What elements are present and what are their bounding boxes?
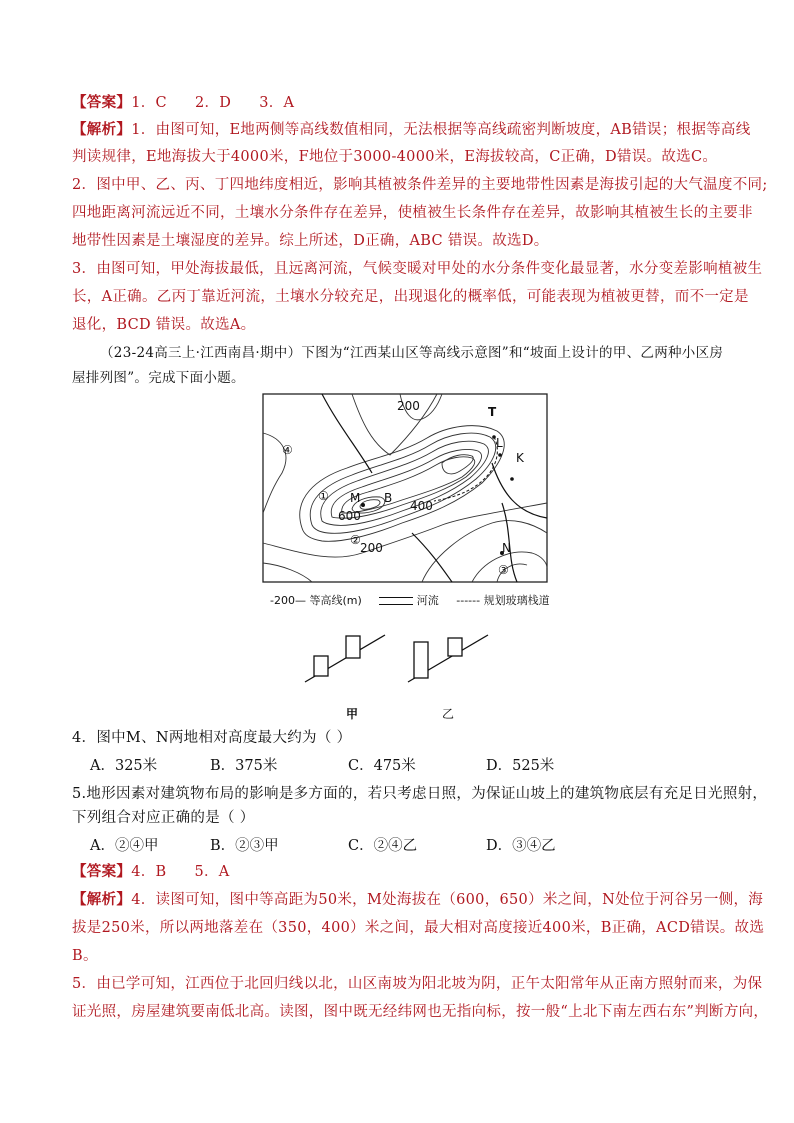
label-b: B [384, 491, 393, 505]
answer-item: 3．A [259, 95, 295, 111]
house-jia-2 [346, 636, 360, 658]
label-site-1: ① [318, 489, 329, 503]
answer-item: 5．A [194, 864, 230, 880]
label-site-4: ④ [282, 443, 293, 457]
house-yi-2 [448, 638, 462, 656]
river-legend-icon [379, 597, 413, 605]
legend-road: ------ 规划玻璃栈道 [456, 594, 550, 607]
label-yi: 乙 [442, 707, 455, 721]
option-a: A．②④甲 [90, 838, 159, 854]
contour-map [262, 393, 548, 583]
analysis-line [72, 890, 764, 910]
question-4-stem: 4．图中M、N两地相对高度最大约为（ ） [72, 730, 352, 746]
house-yi-1 [414, 642, 428, 678]
label-site-3: ③ [498, 563, 509, 577]
analysis-text: 4．读图可知，图中等高距为50米，M处海拔在（600，650）米之间，N处位于河谷另一侧，海 [131, 892, 764, 908]
option-c: C．475米 [348, 758, 416, 774]
label-site-2: ② [350, 533, 361, 547]
option-b: B．②③甲 [210, 838, 279, 854]
legend-contour: -200— 等高线(m) [270, 594, 362, 607]
analysis-text: B。 [72, 948, 98, 964]
option-a: A．325米 [90, 758, 158, 774]
contour-label: 200 [397, 399, 420, 413]
analysis-text: 1．由图可知，E地两侧等高线数值相同，无法根据等高线疏密判断坡度，AB错误；根据等高线 [131, 122, 751, 138]
contour-label: 600 [338, 509, 361, 523]
house-diagrams [300, 630, 500, 690]
label-t: T [488, 405, 497, 419]
label-n: N [502, 541, 511, 555]
label-jia: 甲 [346, 707, 359, 721]
option-b: B．375米 [210, 758, 278, 774]
analysis-text: 拔是250米，所以两地落差在（350，400）米之间，最大相对高度接近400米，B正确，ACD错误。故选 [72, 920, 765, 936]
analysis-text: 5．由已学可知，江西位于北回归线以北，山区南坡为阳北坡为阴，正午太阳常年从正南方照射而来，为保 [72, 976, 763, 992]
analysis-text: 地带性因素是土壤湿度的差异。综上所述，D正确，ABC 错误。故选D。 [72, 233, 549, 249]
analysis-tag: 【解析】 [72, 121, 132, 138]
legend-river: 河流 [416, 594, 439, 607]
question-5-stem: 下列组合对应正确的是（ ） [72, 810, 255, 826]
analysis-text: 四地距离河流远近不同，土壤水分条件存在差异，使植被生长条件存在差异，故影响其植被生长的主要非 [72, 205, 753, 221]
label-l: L [496, 436, 503, 450]
label-m: M [350, 491, 361, 505]
analysis-text: 判读规律，E地海拔大于4000米，F地位于3000-4000米，E海拔较高，C正确，D错误。故选C。 [72, 149, 718, 165]
analysis-text: 长，A正确。乙丙丁靠近河流，土壤水分较充足，出现退化的概率低，可能表现为植被更替，而不一定是 [72, 289, 749, 305]
analysis-text: 2．图中甲、乙、丙、丁四地纬度相近，影响其植被条件差异的主要地带性因素是海拔引起的大气温度不同; [72, 177, 768, 193]
answer-item: 2．D [194, 95, 232, 111]
analysis-text: 证光照，房屋建筑要南低北高。读图，图中既无经纬网也无指向标，按一般“上北下南左西右东”判断方向， [72, 1004, 769, 1020]
answer-line-2 [72, 862, 732, 882]
house-jia-1 [314, 656, 328, 676]
contour-label: 200 [360, 541, 383, 555]
question-intro: 屋排列图”。完成下面小题。 [72, 370, 245, 386]
option-c: C．②④乙 [348, 838, 418, 854]
analysis-tag: 【解析】 [72, 891, 132, 908]
point-l [498, 453, 502, 457]
point-k [510, 477, 514, 481]
label-k: K [516, 451, 524, 465]
answer-item: 4．B [131, 864, 167, 880]
option-d: D．525米 [486, 758, 555, 774]
answer-item: 1．C [131, 95, 167, 111]
answer-tag: 【答案】 [72, 94, 132, 111]
answer-line-1 [72, 93, 732, 113]
analysis-text: 3．由图可知，甲处海拔最低，且远离河流，气候变暖对甲处的水分条件变化最显著，水分变差影响植被生 [72, 261, 763, 277]
point-m [361, 503, 365, 507]
map-legend [270, 592, 550, 608]
analysis-line [72, 120, 751, 140]
question-intro: （23-24高三上·江西南昌·期中）下图为“江西某山区等高线示意图”和“坡面上设计的甲、乙两种小区房 [100, 345, 724, 361]
analysis-text: 退化，BCD 错误。故选A。 [72, 317, 256, 333]
question-5-stem: 5.地形因素对建筑物布局的影响是多方面的，若只考虑日照，为保证山坡上的建筑物底层有充足日光照射， [72, 786, 768, 802]
option-d: D．③④乙 [486, 838, 556, 854]
answer-tag: 【答案】 [72, 863, 132, 880]
contour-label: 400 [410, 499, 433, 513]
